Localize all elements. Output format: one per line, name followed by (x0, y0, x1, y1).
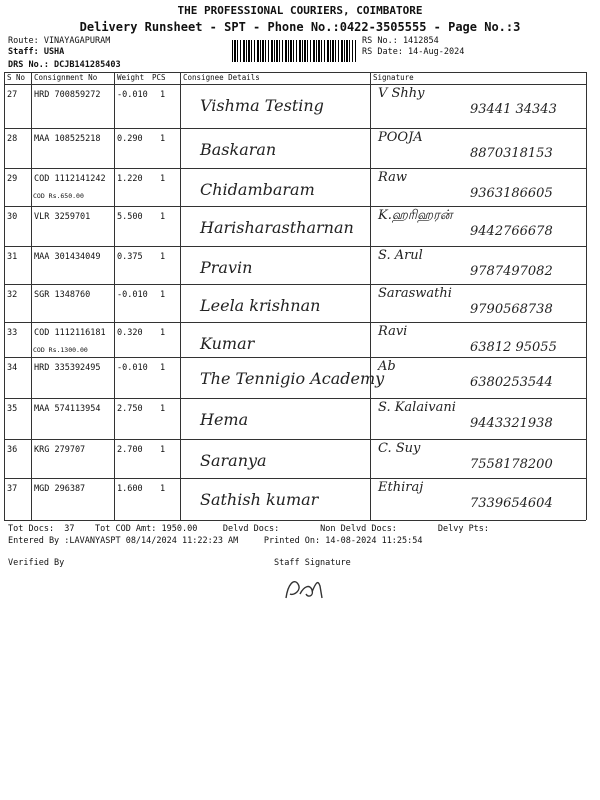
row-consignee-name: Sathish kumar (200, 490, 319, 509)
row-divider (4, 168, 586, 169)
col-header-signature: Signature (373, 73, 414, 82)
row-sno: 28 (7, 134, 18, 144)
row-pcs: 1 (160, 90, 166, 100)
col-header-pcs: PCS (152, 73, 166, 82)
row-divider (4, 357, 586, 358)
verified-by-label: Verified By (8, 558, 65, 568)
row-consignee-name: Harisharastharnan (200, 218, 354, 237)
row-sno: 37 (7, 484, 18, 494)
row-weight: -0.010 (117, 290, 148, 300)
row-weight: 2.700 (117, 445, 143, 455)
col-header-consignee: Consignee Details (183, 73, 260, 82)
row-phone: 9787497082 (470, 264, 553, 279)
row-weight: -0.010 (117, 363, 148, 373)
row-pcs: 1 (160, 134, 166, 144)
staff-label: Staff: USHA (8, 47, 65, 57)
row-weight: 0.375 (117, 252, 143, 262)
row-cod-amount: COD Rs.650.00 (33, 192, 84, 200)
col-header-consignment: Consignment No (34, 73, 98, 82)
rs-number: RS No.: 1412854 (362, 36, 439, 46)
col-header-weight: Weight (117, 73, 145, 82)
row-signature: V Shhy (378, 86, 425, 101)
row-sno: 36 (7, 445, 18, 455)
row-sno: 35 (7, 404, 18, 414)
row-sno: 30 (7, 212, 18, 222)
row-weight: 1.600 (117, 484, 143, 494)
footer-totals: Tot Docs: 37 Tot COD Amt: 1950.00 Delvd Docs: Non Delvd Docs: Delvy Pts: (8, 524, 490, 534)
row-phone: 93441 34343 (470, 102, 557, 117)
row-pcs: 1 (160, 212, 166, 222)
row-weight: -0.010 (117, 90, 148, 100)
staff-signature-scribble (282, 574, 326, 604)
row-pcs: 1 (160, 484, 166, 494)
row-consignment-no: MAA 301434049 (34, 252, 101, 262)
row-pcs: 1 (160, 290, 166, 300)
row-consignee-name: Saranya (200, 451, 267, 470)
row-pcs: 1 (160, 445, 166, 455)
row-phone: 7558178200 (470, 457, 553, 472)
staff-signature-label: Staff Signature (274, 558, 351, 568)
row-signature: POOJA (378, 130, 423, 145)
runsheet-header-company: THE PROFESSIONAL COURIERS, COIMBATORE (177, 4, 423, 17)
row-signature: S. Arul (378, 248, 423, 263)
row-sno: 34 (7, 363, 18, 373)
row-pcs: 1 (160, 252, 166, 262)
row-sno: 32 (7, 290, 18, 300)
col-divider (4, 72, 5, 520)
col-header-sno: S No (7, 73, 26, 82)
drs-number: DRS No.: DCJB141285403 (8, 60, 121, 70)
col-divider (370, 72, 371, 520)
row-consignee-name: Pravin (200, 258, 253, 277)
row-pcs: 1 (160, 363, 166, 373)
row-signature: K.ஹரிஹரன் (378, 208, 453, 223)
footer-rule (4, 520, 586, 521)
row-phone: 8870318153 (470, 146, 553, 161)
row-signature: C. Suy (378, 441, 421, 456)
row-signature: Ab (378, 359, 396, 374)
row-divider (4, 478, 586, 479)
col-divider (180, 72, 181, 520)
rs-date: RS Date: 14-Aug-2024 (362, 47, 465, 57)
row-phone: 9443321938 (470, 416, 553, 431)
row-divider (4, 398, 586, 399)
row-consignee-name: Chidambaram (200, 180, 315, 199)
row-weight: 0.290 (117, 134, 143, 144)
row-sno: 27 (7, 90, 18, 100)
row-weight: 2.750 (117, 404, 143, 414)
route-label: Route: VINAYAGAPURAM (8, 36, 111, 46)
row-consignment-no: MAA 574113954 (34, 404, 101, 414)
row-sno: 29 (7, 174, 18, 184)
row-consignment-no: MAA 108525218 (34, 134, 101, 144)
row-consignment-no: VLR 3259701 (34, 212, 91, 222)
row-sno: 33 (7, 328, 18, 338)
row-divider (4, 439, 586, 440)
row-consignment-no: COD 1112141242 (34, 174, 106, 184)
row-divider (4, 284, 586, 285)
row-consignee-name: Hema (200, 410, 249, 429)
row-consignee-name: Leela krishnan (200, 296, 321, 315)
row-consignment-no: COD 1112116181 (34, 328, 106, 338)
row-consignee-name: The Tennigio Academy (200, 369, 385, 388)
runsheet-header-subtitle: Delivery Runsheet - SPT - Phone No.:0422-3505555 - Page No.:3 (79, 20, 521, 34)
barcode (232, 40, 356, 62)
row-signature: S. Kalaivani (378, 400, 456, 415)
row-phone: 63812 95055 (470, 340, 557, 355)
row-pcs: 1 (160, 174, 166, 184)
row-phone: 9790568738 (470, 302, 553, 317)
table-header-rule (4, 84, 586, 85)
row-divider (4, 322, 586, 323)
row-cod-amount: COD Rs.1300.00 (33, 346, 88, 354)
row-phone: 6380253544 (470, 375, 553, 390)
row-consignment-no: HRD 335392495 (34, 363, 101, 373)
row-consignee-name: Vishma Testing (200, 96, 324, 115)
row-weight: 1.220 (117, 174, 143, 184)
row-pcs: 1 (160, 328, 166, 338)
col-divider (114, 72, 115, 520)
row-divider (4, 246, 586, 247)
row-divider (4, 128, 586, 129)
row-divider (4, 206, 586, 207)
row-phone: 7339654604 (470, 496, 553, 511)
footer-entered-by: Entered By :LAVANYASPT 08/14/2024 11:22:23 AM Printed On: 14-08-2024 11:25:54 (8, 536, 423, 546)
row-signature: Saraswathi (378, 286, 452, 301)
row-consignment-no: HRD 700859272 (34, 90, 101, 100)
row-consignee-name: Kumar (200, 334, 255, 353)
row-signature: Ethiraj (378, 480, 424, 495)
row-weight: 5.500 (117, 212, 143, 222)
row-signature: Ravi (378, 324, 408, 339)
row-pcs: 1 (160, 404, 166, 414)
row-phone: 9442766678 (470, 224, 553, 239)
col-divider (31, 72, 32, 520)
col-divider (586, 72, 587, 520)
row-consignment-no: SGR 1348760 (34, 290, 91, 300)
row-sno: 31 (7, 252, 18, 262)
row-signature: Raw (378, 170, 407, 185)
row-consignment-no: KRG 279707 (34, 445, 86, 455)
row-consignment-no: MGD 296387 (34, 484, 86, 494)
row-weight: 0.320 (117, 328, 143, 338)
row-phone: 9363186605 (470, 186, 553, 201)
row-consignee-name: Baskaran (200, 140, 277, 159)
